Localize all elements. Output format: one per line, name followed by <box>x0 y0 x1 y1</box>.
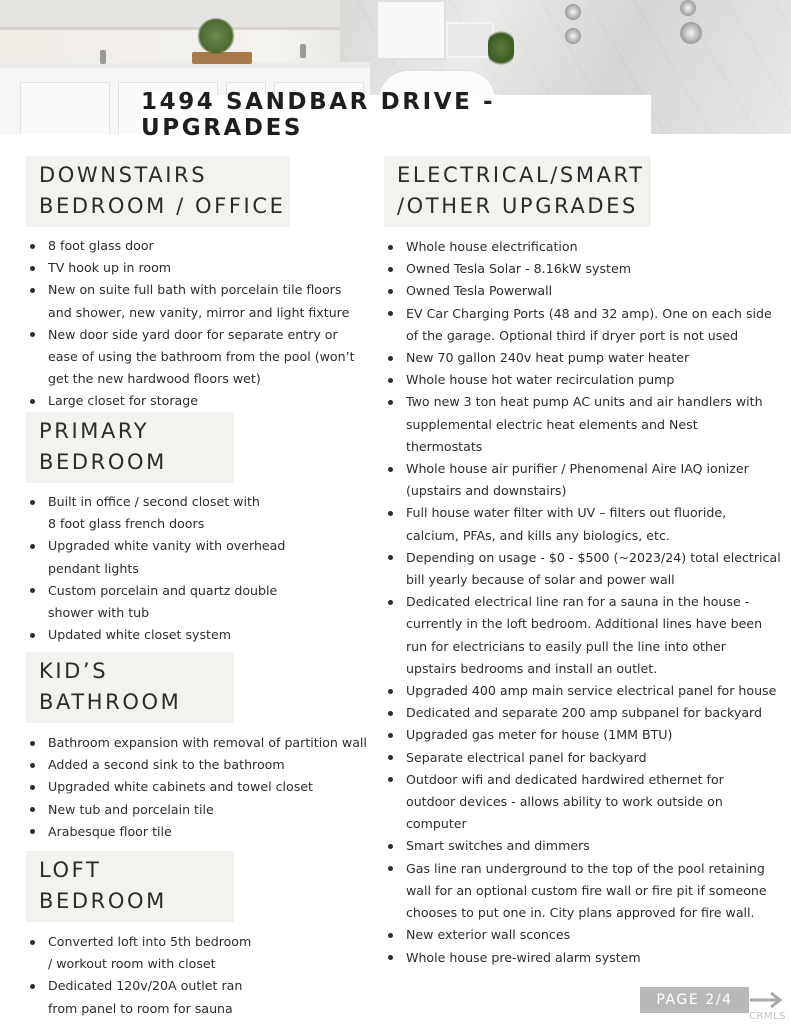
list-item: Updated white closet system <box>26 624 366 646</box>
list-item: Converted loft into 5th bedroom / workout room with closet <box>26 931 366 975</box>
page-label: PAGE 2/4 <box>656 992 733 1008</box>
list-item: Dedicated electrical line ran for a sauna in the house - currently in the loft bedroom. Additional lines have been run for electricians to easily pull the line into other upstairs bedrooms and install an outlet. <box>384 591 784 680</box>
list-loft <box>26 931 366 1020</box>
list-item: Upgraded white cabinets and towel closet <box>26 776 366 798</box>
section-heading-electrical <box>384 156 651 227</box>
list-item: Bathroom expansion with removal of partition wall <box>26 732 366 754</box>
list-item: Outdoor wifi and dedicated hardwired ethernet for outdoor devices - allows ability to work outside on computer <box>384 769 784 836</box>
list-electrical <box>384 236 784 969</box>
plant <box>488 28 514 68</box>
list-item: Added a second sink to the bathroom <box>26 754 366 776</box>
list-item: Dedicated 120v/20A outlet ran from panel to room for sauna <box>26 975 366 1019</box>
list-item: New exterior wall sconces <box>384 924 784 946</box>
list-item: New tub and porcelain tile <box>26 799 366 821</box>
heading-line: KID’S <box>39 659 109 683</box>
list-primary <box>26 491 366 646</box>
wood-tray <box>192 52 252 64</box>
list-item: Whole house air purifier / Phenomenal Aire IAQ ionizer (upstairs and downstairs) <box>384 458 784 502</box>
section-heading-kids-bathroom <box>26 652 234 723</box>
heading-line: BEDROOM / OFFICE <box>39 194 286 218</box>
section-heading-downstairs <box>26 156 290 227</box>
heading-line: DOWNSTAIRS <box>39 163 208 187</box>
window <box>376 0 446 60</box>
list-item: Large closet for storage <box>26 390 366 412</box>
shower-niche <box>446 22 494 58</box>
shower-fixture <box>680 22 702 44</box>
list-item: Dedicated and separate 200 amp subpanel for backyard <box>384 702 784 724</box>
list-item: Upgraded 400 amp main service electrical panel for house <box>384 680 784 702</box>
page-indicator <box>640 987 749 1013</box>
faucet <box>100 50 106 64</box>
list-item: New on suite full bath with porcelain tile floors and shower, new vanity, mirror and light fixture <box>26 279 366 323</box>
list-item: New 70 gallon 240v heat pump water heater <box>384 347 784 369</box>
list-kids-bathroom <box>26 732 366 843</box>
faucet <box>300 44 306 58</box>
section-heading-loft <box>26 851 234 922</box>
arrow-right-icon[interactable] <box>749 991 783 1009</box>
shower-fixture <box>565 4 581 20</box>
list-item: Arabesque floor tile <box>26 821 366 843</box>
shower-fixture <box>565 28 581 44</box>
list-item: Whole house hot water recirculation pump <box>384 369 784 391</box>
plant <box>196 18 236 54</box>
list-item: Smart switches and dimmers <box>384 835 784 857</box>
title-banner <box>141 89 651 141</box>
list-item: New door side yard door for separate entry or ease of using the bathroom from the pool (won’t get the new hardwood floors wet) <box>26 324 366 391</box>
heading-line: LOFT <box>39 858 102 882</box>
heading-line: ELECTRICAL/SMART <box>397 163 645 187</box>
list-item: Upgraded white vanity with overhead pendant lights <box>26 535 366 579</box>
list-downstairs <box>26 235 366 413</box>
list-item: Built in office / second closet with 8 foot glass french doors <box>26 491 366 535</box>
page-title: 1494 SANDBAR DRIVE - UPGRADES <box>141 89 496 141</box>
list-item: 8 foot glass door <box>26 235 366 257</box>
watermark: CRMLS <box>749 1011 786 1022</box>
list-item: Full house water filter with UV – filters out fluoride, calcium, PFAs, and kills any biologics, etc. <box>384 502 784 546</box>
list-item: Separate electrical panel for backyard <box>384 747 784 769</box>
heading-line: BATHROOM <box>39 690 182 714</box>
list-item: Upgraded gas meter for house (1MM BTU) <box>384 724 784 746</box>
list-item: Depending on usage - $0 - $500 (~2023/24) total electrical bill yearly because of solar and power wall <box>384 547 784 591</box>
heading-line: BEDROOM <box>39 450 167 474</box>
list-item: Whole house electrification <box>384 236 784 258</box>
mirror <box>0 0 340 30</box>
list-item: EV Car Charging Ports (48 and 32 amp). One on each side of the garage. Optional third if dryer port is not used <box>384 303 784 347</box>
list-item: Two new 3 ton heat pump AC units and air handlers with supplemental electric heat elements and Nest thermostats <box>384 391 784 458</box>
section-heading-primary <box>26 412 234 483</box>
shower-fixture <box>680 0 696 16</box>
list-item: Owned Tesla Powerwall <box>384 280 784 302</box>
heading-line: /OTHER UPGRADES <box>397 194 638 218</box>
list-item: Whole house pre-wired alarm system <box>384 947 784 969</box>
heading-line: PRIMARY <box>39 419 150 443</box>
heading-line: BEDROOM <box>39 889 167 913</box>
list-item: Gas line ran underground to the top of the pool retaining wall for an optional custom fire wall or fire pit if someone chooses to put one in. City plans approved for fire wall. <box>384 858 784 925</box>
list-item: Custom porcelain and quartz double shower with tub <box>26 580 366 624</box>
list-item: Owned Tesla Solar - 8.16kW system <box>384 258 784 280</box>
list-item: TV hook up in room <box>26 257 366 279</box>
